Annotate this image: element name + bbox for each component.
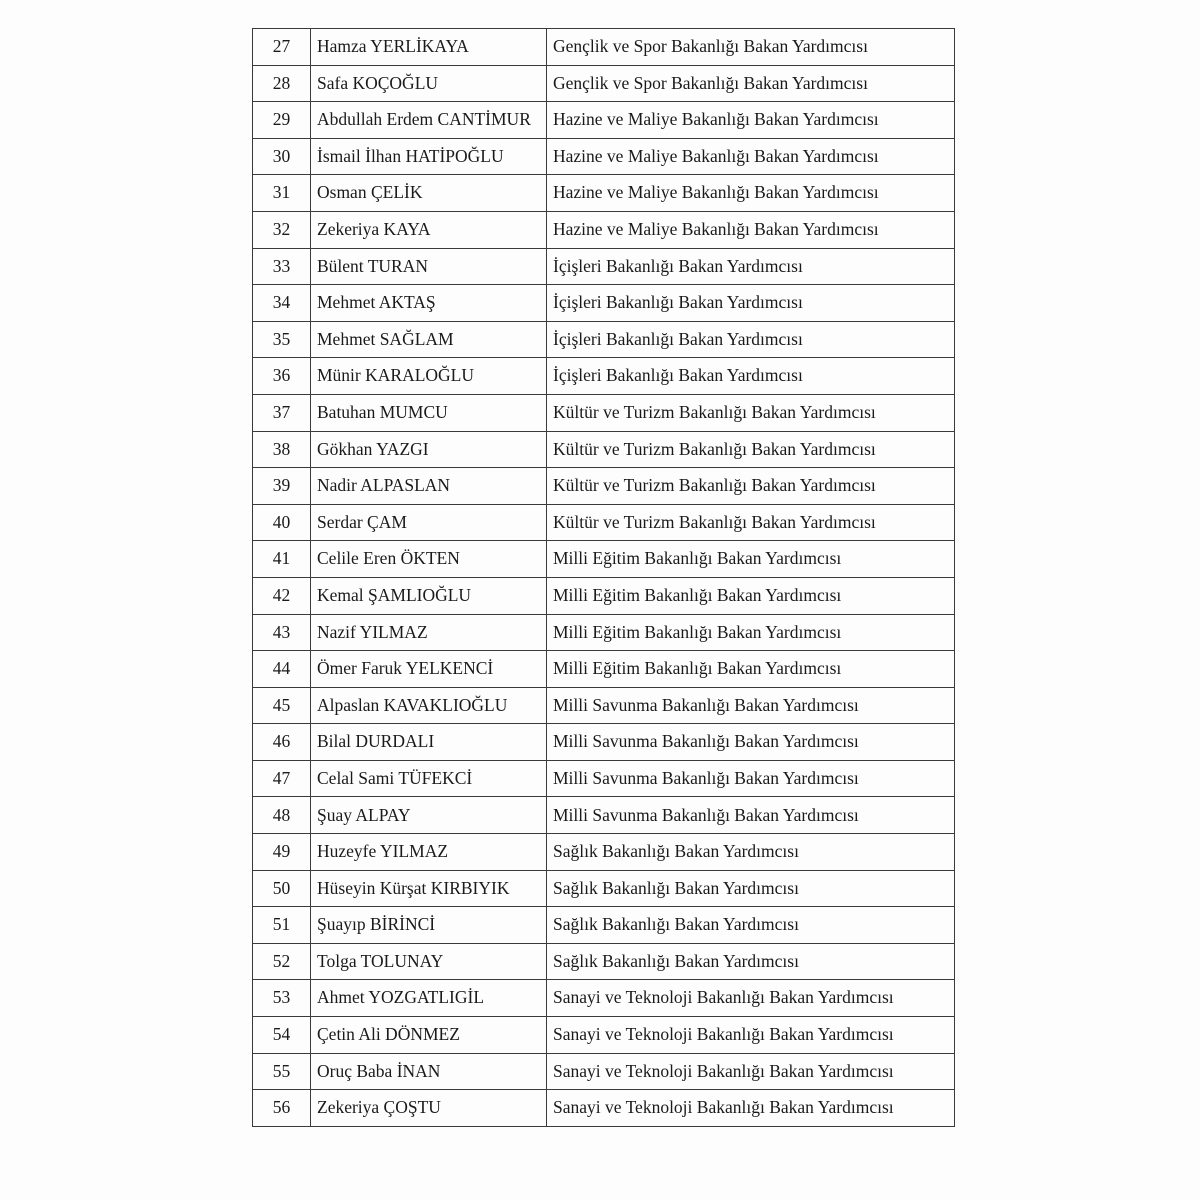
person-name-cell: Zekeriya ÇOŞTU [311,1090,547,1127]
person-name-cell: İsmail İlhan HATİPOĞLU [311,138,547,175]
table-row [253,760,955,797]
person-name-cell: Serdar ÇAM [311,504,547,541]
row-number-cell: 31 [253,175,311,212]
row-number-cell: 28 [253,65,311,102]
position-title-cell: Milli Savunma Bakanlığı Bakan Yardımcısı [547,687,955,724]
row-number-cell: 30 [253,138,311,175]
table-row [253,1053,955,1090]
person-name-cell: Batuhan MUMCU [311,394,547,431]
position-title-cell: Gençlik ve Spor Bakanlığı Bakan Yardımcısı [547,65,955,102]
position-title-cell: Milli Savunma Bakanlığı Bakan Yardımcısı [547,724,955,761]
row-number-cell: 38 [253,431,311,468]
person-name-cell: Abdullah Erdem CANTİMUR [311,102,547,139]
person-name-cell: Huzeyfe YILMAZ [311,834,547,871]
table-row [253,980,955,1017]
person-name-cell: Tolga TOLUNAY [311,943,547,980]
table-row [253,1090,955,1127]
row-number-cell: 32 [253,211,311,248]
person-name-cell: Zekeriya KAYA [311,211,547,248]
row-number-cell: 50 [253,870,311,907]
position-title-cell: Milli Eğitim Bakanlığı Bakan Yardımcısı [547,541,955,578]
position-title-cell: Sanayi ve Teknoloji Bakanlığı Bakan Yardımcısı [547,980,955,1017]
row-number-cell: 51 [253,907,311,944]
position-title-cell: İçişleri Bakanlığı Bakan Yardımcısı [547,321,955,358]
row-number-cell: 35 [253,321,311,358]
position-title-cell: İçişleri Bakanlığı Bakan Yardımcısı [547,285,955,322]
row-number-cell: 33 [253,248,311,285]
table-row [253,211,955,248]
table-body [253,29,955,1127]
row-number-cell: 45 [253,687,311,724]
person-name-cell: Bilal DURDALI [311,724,547,761]
table-row [253,394,955,431]
table-row [253,724,955,761]
row-number-cell: 36 [253,358,311,395]
row-number-cell: 40 [253,504,311,541]
table-row [253,687,955,724]
position-title-cell: Sağlık Bakanlığı Bakan Yardımcısı [547,943,955,980]
person-name-cell: Hüseyin Kürşat KIRBIYIK [311,870,547,907]
table-row [253,504,955,541]
row-number-cell: 46 [253,724,311,761]
position-title-cell: Sanayi ve Teknoloji Bakanlığı Bakan Yardımcısı [547,1090,955,1127]
person-name-cell: Çetin Ali DÖNMEZ [311,1017,547,1054]
table-row [253,138,955,175]
table-row [253,29,955,66]
position-title-cell: Sağlık Bakanlığı Bakan Yardımcısı [547,834,955,871]
position-title-cell: Milli Eğitim Bakanlığı Bakan Yardımcısı [547,651,955,688]
person-name-cell: Osman ÇELİK [311,175,547,212]
position-title-cell: Milli Savunma Bakanlığı Bakan Yardımcısı [547,797,955,834]
position-title-cell: Sağlık Bakanlığı Bakan Yardımcısı [547,907,955,944]
row-number-cell: 54 [253,1017,311,1054]
person-name-cell: Gökhan YAZGI [311,431,547,468]
position-title-cell: Milli Eğitim Bakanlığı Bakan Yardımcısı [547,577,955,614]
table-row [253,943,955,980]
row-number-cell: 39 [253,468,311,505]
table-row [253,468,955,505]
position-title-cell: Hazine ve Maliye Bakanlığı Bakan Yardımcısı [547,175,955,212]
position-title-cell: Gençlik ve Spor Bakanlığı Bakan Yardımcısı [547,29,955,66]
position-title-cell: Kültür ve Turizm Bakanlığı Bakan Yardımcısı [547,504,955,541]
table-row [253,431,955,468]
table-row [253,102,955,139]
person-name-cell: Hamza YERLİKAYA [311,29,547,66]
person-name-cell: Ahmet YOZGATLIGİL [311,980,547,1017]
row-number-cell: 29 [253,102,311,139]
row-number-cell: 41 [253,541,311,578]
row-number-cell: 42 [253,577,311,614]
person-name-cell: Şuay ALPAY [311,797,547,834]
person-name-cell: Nadir ALPASLAN [311,468,547,505]
row-number-cell: 52 [253,943,311,980]
row-number-cell: 27 [253,29,311,66]
deputy-minister-table [252,28,955,1127]
row-number-cell: 48 [253,797,311,834]
table-row [253,651,955,688]
position-title-cell: Hazine ve Maliye Bakanlığı Bakan Yardımcısı [547,211,955,248]
table-row [253,541,955,578]
table-row [253,1017,955,1054]
row-number-cell: 34 [253,285,311,322]
table-row [253,248,955,285]
position-title-cell: Kültür ve Turizm Bakanlığı Bakan Yardımcısı [547,431,955,468]
position-title-cell: Sağlık Bakanlığı Bakan Yardımcısı [547,870,955,907]
table-row [253,577,955,614]
position-title-cell: İçişleri Bakanlığı Bakan Yardımcısı [547,248,955,285]
table-row [253,65,955,102]
position-title-cell: İçişleri Bakanlığı Bakan Yardımcısı [547,358,955,395]
person-name-cell: Oruç Baba İNAN [311,1053,547,1090]
position-title-cell: Kültür ve Turizm Bakanlığı Bakan Yardımcısı [547,468,955,505]
table-row [253,614,955,651]
table-row [253,834,955,871]
person-name-cell: Şuayıp BİRİNCİ [311,907,547,944]
row-number-cell: 37 [253,394,311,431]
position-title-cell: Hazine ve Maliye Bakanlığı Bakan Yardımcısı [547,138,955,175]
person-name-cell: Alpaslan KAVAKLIOĞLU [311,687,547,724]
position-title-cell: Milli Eğitim Bakanlığı Bakan Yardımcısı [547,614,955,651]
position-title-cell: Sanayi ve Teknoloji Bakanlığı Bakan Yardımcısı [547,1017,955,1054]
person-name-cell: Kemal ŞAMLIOĞLU [311,577,547,614]
row-number-cell: 47 [253,760,311,797]
table-row [253,285,955,322]
table-row [253,175,955,212]
table-row [253,358,955,395]
table-row [253,907,955,944]
person-name-cell: Bülent TURAN [311,248,547,285]
position-title-cell: Hazine ve Maliye Bakanlığı Bakan Yardımcısı [547,102,955,139]
row-number-cell: 53 [253,980,311,1017]
position-title-cell: Kültür ve Turizm Bakanlığı Bakan Yardımcısı [547,394,955,431]
row-number-cell: 55 [253,1053,311,1090]
person-name-cell: Celal Sami TÜFEKCİ [311,760,547,797]
person-name-cell: Mehmet SAĞLAM [311,321,547,358]
row-number-cell: 43 [253,614,311,651]
position-title-cell: Milli Savunma Bakanlığı Bakan Yardımcısı [547,760,955,797]
person-name-cell: Mehmet AKTAŞ [311,285,547,322]
person-name-cell: Nazif YILMAZ [311,614,547,651]
table-row [253,870,955,907]
person-name-cell: Safa KOÇOĞLU [311,65,547,102]
position-title-cell: Sanayi ve Teknoloji Bakanlığı Bakan Yardımcısı [547,1053,955,1090]
person-name-cell: Celile Eren ÖKTEN [311,541,547,578]
row-number-cell: 44 [253,651,311,688]
table-row [253,797,955,834]
person-name-cell: Ömer Faruk YELKENCİ [311,651,547,688]
person-name-cell: Münir KARALOĞLU [311,358,547,395]
row-number-cell: 56 [253,1090,311,1127]
row-number-cell: 49 [253,834,311,871]
table-row [253,321,955,358]
